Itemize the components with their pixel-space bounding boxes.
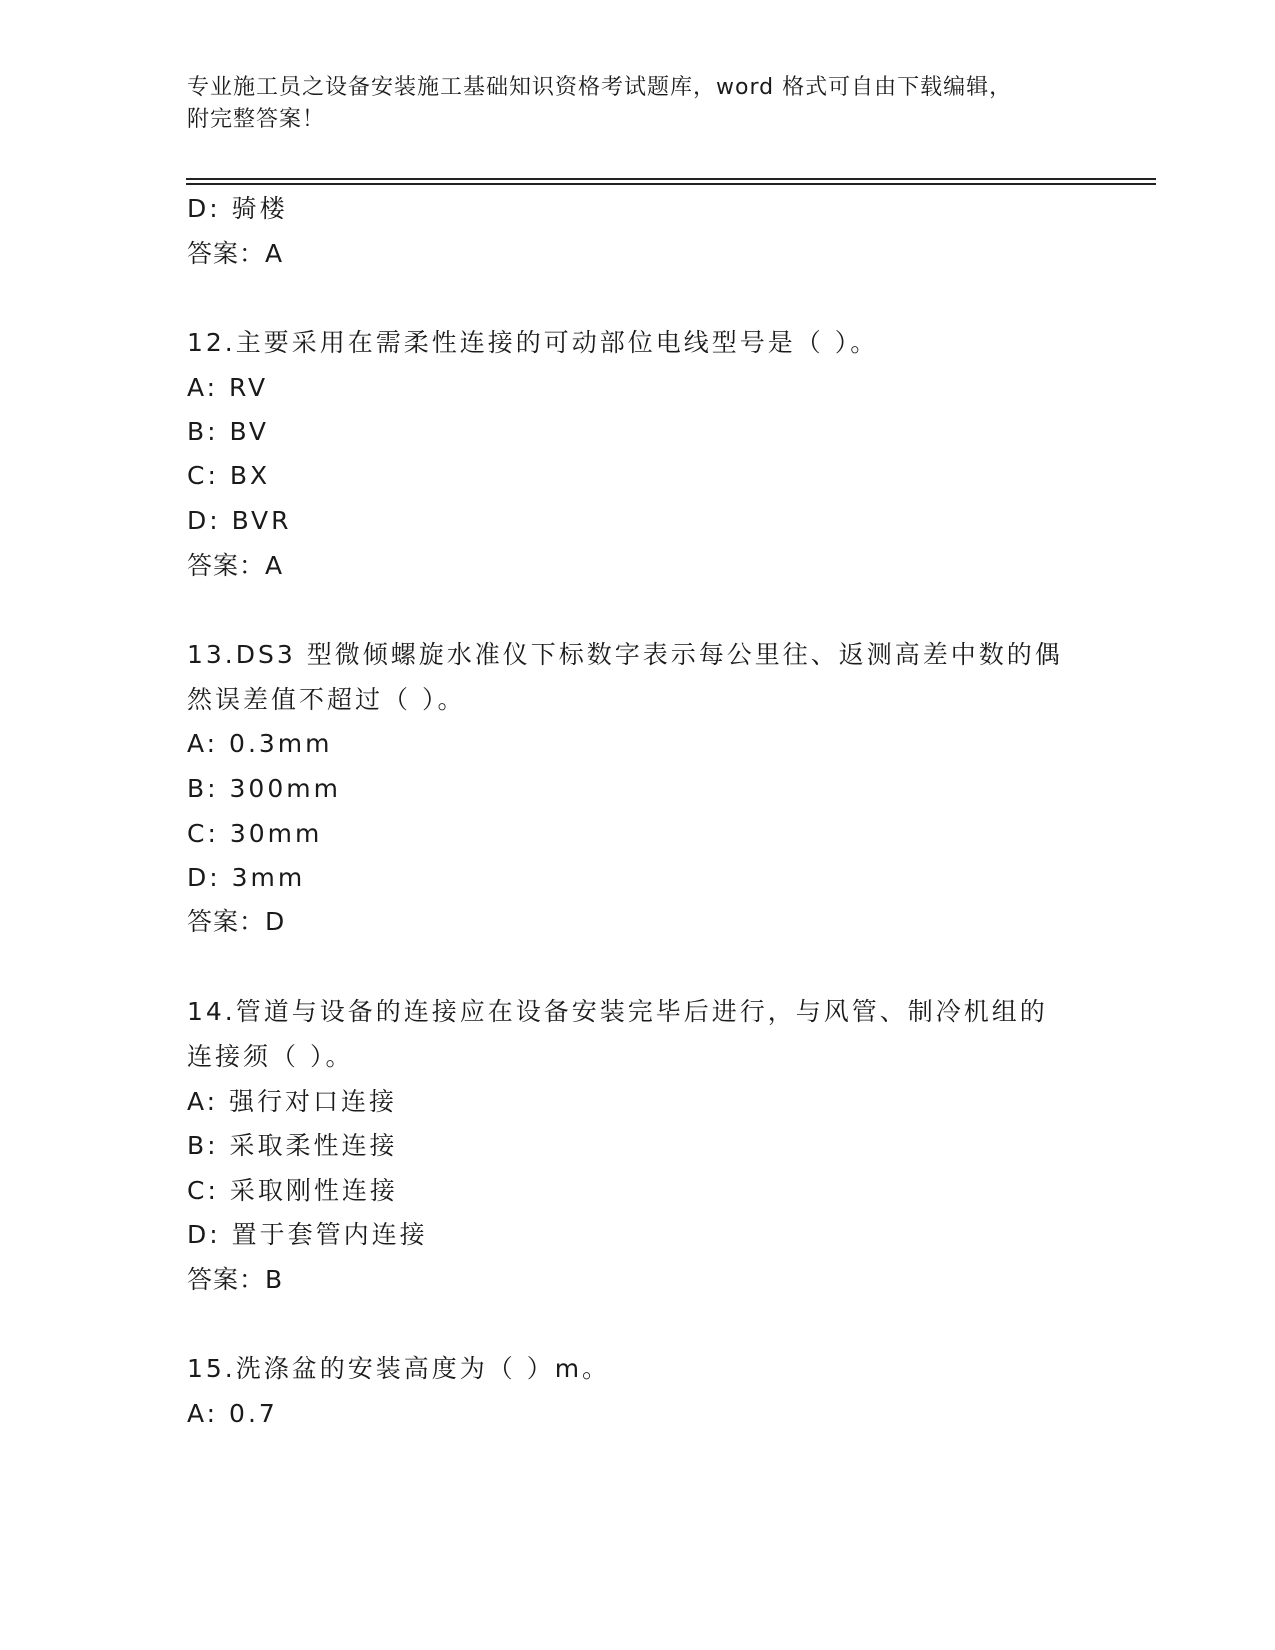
header-line-1: 专业施工员之设备安装施工基础知识资格考试题库，word 格式可自由下载编辑，: [187, 75, 1013, 100]
answer-line: 答案：B: [187, 1265, 284, 1294]
question-stem-line-1: 13.DS3 型微倾螺旋水准仪下标数字表示每公里往、返测高差中数的偶: [187, 640, 1063, 669]
option-d: D: 骑楼: [187, 194, 288, 223]
option-d: D: BVR: [187, 506, 292, 535]
option-a: A: 0.3mm: [187, 729, 333, 758]
question-stem: 12.主要采用在需柔性连接的可动部位电线型号是（ ）。: [187, 328, 879, 357]
option-d: D: 置于套管内连接: [187, 1220, 428, 1249]
answer-line: 答案：A: [187, 551, 284, 580]
header-divider-top: [186, 178, 1156, 180]
option-b: B: 采取柔性连接: [187, 1131, 398, 1160]
answer-line: 答案：A: [187, 239, 284, 268]
option-b: B: BV: [187, 417, 270, 446]
question-stem: 15.洗涤盆的安装高度为（ ）m。: [187, 1354, 611, 1383]
question-stem-line-1: 14.管道与设备的连接应在设备安装完毕后进行，与风管、制冷机组的: [187, 997, 1048, 1026]
answer-line: 答案：D: [187, 907, 286, 936]
option-a: A: 强行对口连接: [187, 1087, 398, 1116]
option-d: D: 3mm: [187, 863, 306, 892]
option-a: A: RV: [187, 373, 269, 402]
option-c: C: BX: [187, 461, 271, 490]
header-text: [187, 72, 1067, 136]
option-a: A: 0.7: [187, 1399, 278, 1428]
option-c: C: 采取刚性连接: [187, 1176, 398, 1205]
question-stem-line-2: 连接须（ ）。: [187, 1042, 354, 1071]
question-stem-line-2: 然误差值不超过（ ）。: [187, 685, 466, 714]
option-c: C: 30mm: [187, 819, 323, 848]
header-line-2: 附完整答案！: [187, 107, 326, 132]
header-divider-bottom: [186, 183, 1156, 185]
option-b: B: 300mm: [187, 774, 341, 803]
